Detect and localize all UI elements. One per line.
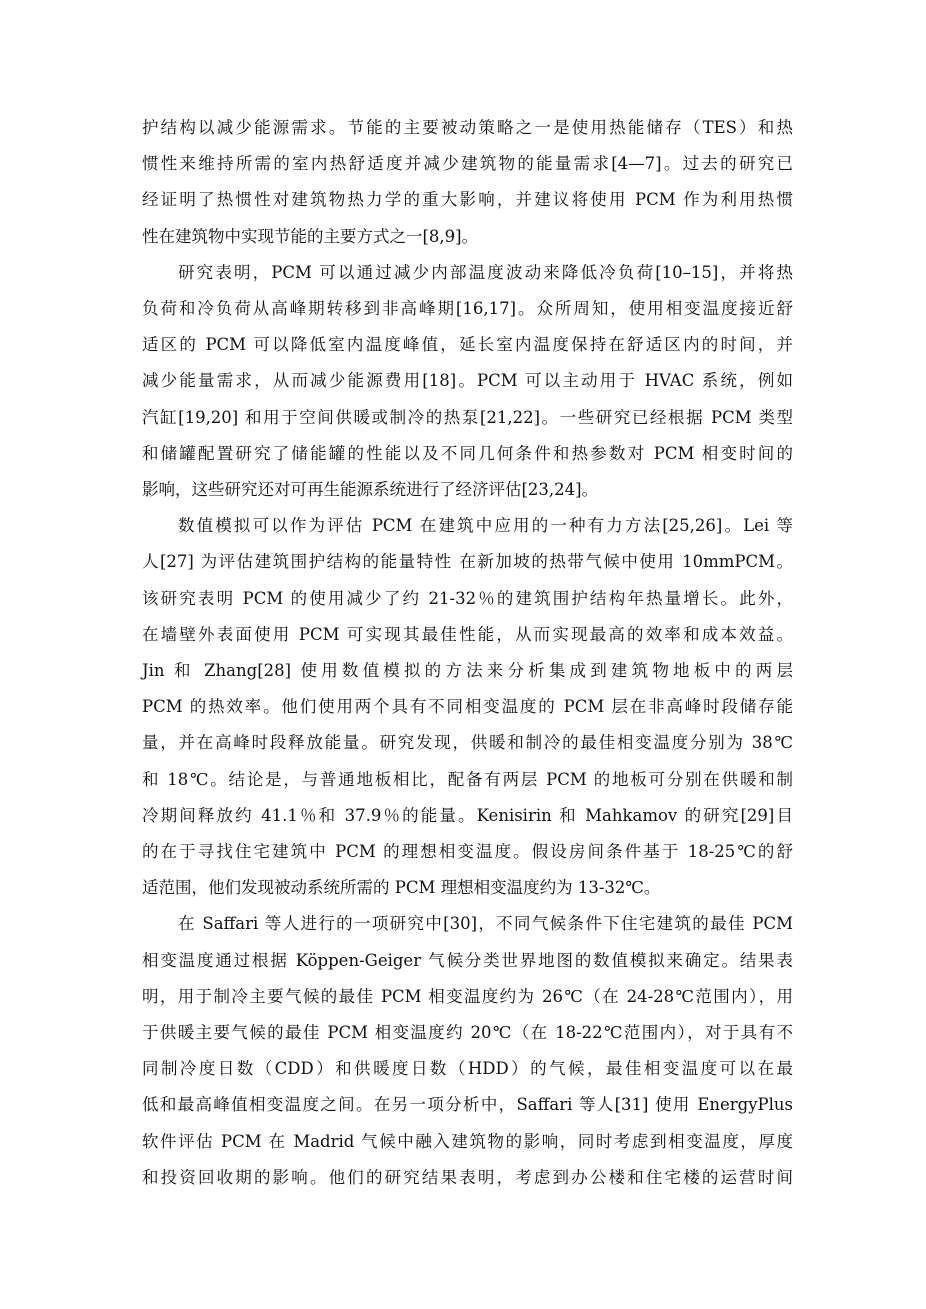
text-line: 量，并在高峰时段释放能量。研究发现，供暖和制冷的最佳相变温度分别为 38℃ [142,733,793,753]
text-line: 适区的 PCM 可以降低室内温度峰值，延长室内温度保持在舒适区内的时间，并 [142,335,793,355]
text-line: 的在于寻找住宅建筑中 PCM 的理想相变温度。假设房间条件基于 18-25℃的舒 [142,842,793,862]
text-line: PCM 的热效率。他们使用两个具有不同相变温度的 PCM 层在非高峰时段储存能 [142,697,793,717]
text-line: 研究表明，PCM 可以通过减少内部温度波动来降低冷负荷[10–15]，并将热 [178,262,793,282]
paragraph-2 [142,255,793,508]
text-line: 人[27] 为评估建筑围护结构的能量特性 在新加坡的热带气候中使用 10mmPCM。 [142,552,793,572]
text-line: 护结构以减少能源需求。节能的主要被动策略之一是使用热能储存（TES）和热 [142,118,793,137]
text-line: 数值模拟可以作为评估 PCM 在建筑中应用的一种有力方法[25,26]。Lei 等 [178,516,793,536]
text-line: 于供暖主要气候的最佳 PCM 相变温度约 20℃（在 18-22℃范围内），对于具有不 [142,1023,793,1043]
text-line: 软件评估 PCM 在 Madrid 气候中融入建筑物的影响，同时考虑到相变温度，厚度 [142,1131,793,1151]
text-line: 该研究表明 PCM 的使用减少了约 21-32％的建筑围护结构年热量增长。此外， [142,588,793,608]
text-line: 影响，这些研究还对可再生能源系统进行了经济评估[23,24]。 [142,480,599,500]
text-line: 负荷和冷负荷从高峰期转移到非高峰期[16,17]。众所周知，使用相变温度接近舒 [142,299,793,319]
body-text [142,110,793,1196]
text-line: 低和最高峰值相变温度之间。在另一项分析中，Saffari 等人[31] 使用 EnergyPlus [142,1095,793,1115]
text-line: 减少能量需求，从而减少能源费用[18]。PCM 可以主动用于 HVAC 系统，例如 [142,371,793,391]
text-line: 惯性来维持所需的室内热舒适度并减少建筑物的能量需求[4—7]。过去的研究已 [142,154,793,174]
text-line: 经证明了热惯性对建筑物热力学的重大影响，并建议将使用 PCM 作为利用热惯 [142,190,793,210]
text-line: 和储罐配置研究了储能罐的性能以及不同几何条件和热参数对 PCM 相变时间的 [142,443,793,463]
text-line: 明，用于制冷主要气候的最佳 PCM 相变温度约为 26℃（在 24-28℃范围内），用 [142,986,793,1006]
text-line: 在 Saffari 等人进行的一项研究中[30]，不同气候条件下住宅建筑的最佳 PCM [178,914,793,934]
text-line: 性在建筑物中实现节能的主要方式之一[8,9]。 [142,226,479,246]
paragraph-4 [142,906,793,1196]
text-line: 和投资回收期的影响。他们的研究结果表明，考虑到办公楼和住宅楼的运营时间 [142,1167,793,1187]
text-line: 适范围，他们发现被动系统所需的 PCM 理想相变温度约为 13-32℃。 [142,878,661,898]
paragraph-1 [142,110,793,255]
text-line: 相变温度通过根据 Köppen-Geiger 气候分类世界地图的数值模拟来确定。结果表 [142,950,793,970]
text-line: 冷期间释放约 41.1％和 37.9％的能量。Kenisirin 和 Mahkamov 的研究[29]目 [142,805,793,825]
text-line: 汽缸[19,20] 和用于空间供暖或制冷的热泵[21,22]。一些研究已经根据 PCM 类型 [142,407,793,427]
text-line: 在墙壁外表面使用 PCM 可实现其最佳性能，从而实现最高的效率和成本效益。 [142,624,793,644]
paragraph-3 [142,508,793,906]
text-line: 和 18℃。结论是，与普通地板相比，配备有两层 PCM 的地板可分别在供暖和制 [142,769,793,789]
text-line: Jin 和 Zhang[28] 使用数值模拟的方法来分析集成到建筑物地板中的两层 [142,661,793,681]
text-line: 同制冷度日数（CDD）和供暖度日数（HDD）的气候，最佳相变温度可以在最 [142,1059,793,1079]
